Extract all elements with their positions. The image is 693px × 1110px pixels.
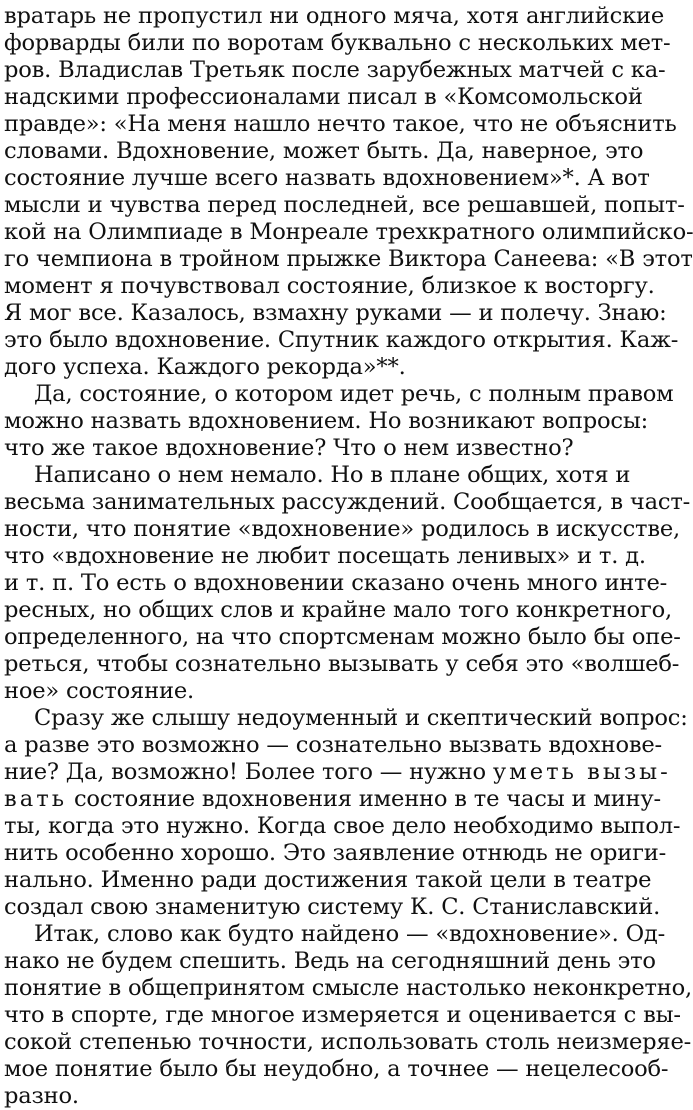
text-line: понятие в общепринятом смысле настолько неконкретно, xyxy=(4,975,693,1001)
text-line: Сразу же слышу недоуменный и скептический вопрос: xyxy=(34,705,688,731)
spaced-emphasis: вать xyxy=(4,786,67,812)
text-line: дого успеха. Каждого рекорда»**. xyxy=(4,354,406,380)
text-line: надскими профессионалами писал в «Комсомольской xyxy=(4,84,643,110)
text-line: словами. Вдохновение, может быть. Да, наверное, это xyxy=(4,138,644,164)
text-line: мое понятие было бы неудобно, а точнее — нецелесооб- xyxy=(4,1056,669,1082)
text-line: нить особенно хорошо. Это заявление отнюдь не ориги- xyxy=(4,840,667,866)
text-run: состояние вдохновения именно в те часы и мину- xyxy=(67,786,661,812)
text-line: Итак, слово как будто найдено — «вдохновение». Од- xyxy=(34,921,666,947)
text-line: ресных, но общих слов и крайне мало того конкретного, xyxy=(4,597,672,623)
text-line: Написано о нем немало. Но в плане общих, хотя и xyxy=(34,462,631,488)
text-line: ности, что понятие «вдохновение» родилось в искусстве, xyxy=(4,516,681,542)
text-line: создал свою знаменитую систему К. С. Станиславский. xyxy=(4,894,661,920)
text-line: это было вдохновение. Спутник каждого открытия. Каж- xyxy=(4,327,679,353)
text-line: реться, чтобы сознательно вызывать у себя это «волшеб- xyxy=(4,651,680,677)
text-line: что же такое вдохновение? Что о нем известно? xyxy=(4,435,574,461)
text-line: Я мог все. Казалось, взмахну руками — и полечу. Знаю: xyxy=(4,300,667,326)
text-line: а разве это возможно — сознательно вызвать вдохнове- xyxy=(4,732,662,758)
text-line: разно. xyxy=(4,1083,79,1109)
text-line: что «вдохновение не любит посещать ленивых» и т. д. xyxy=(4,543,646,569)
text-line: го чемпиона в тройном прыжке Виктора Санеева: «В этот xyxy=(4,246,693,272)
text-line: можно назвать вдохновением. Но возникают вопросы: xyxy=(4,408,649,434)
text-line: мысли и чувства перед последней, все решавшей, попыт- xyxy=(4,192,685,218)
text-line: что в спорте, где многое измеряется и оценивается с вы- xyxy=(4,1002,681,1028)
text-line: вратарь не пропустил ни одного мяча, хотя английские xyxy=(4,3,665,29)
text-line: состояние лучше всего назвать вдохновением»*. А вот xyxy=(4,165,650,191)
spaced-emphasis: уметь вызы- xyxy=(492,759,671,785)
text-run: ние? Да, возможно! Более того — нужно xyxy=(4,759,486,785)
text-line: нако не будем спешить. Ведь на сегодняшний день это xyxy=(4,948,656,974)
text-line: правде»: «На меня нашло нечто такое, что не объяснить xyxy=(4,111,677,137)
text-line: кой на Олимпиаде в Монреале трехкратного олимпийско- xyxy=(4,219,693,245)
text-line: форварды били по воротам буквально с нескольких мет- xyxy=(4,30,671,56)
text-line: ты, когда это нужно. Когда свое дело необходимо выпол- xyxy=(4,813,681,839)
text-line: определенного, на что спортсменам можно было бы опе- xyxy=(4,624,681,650)
text-line: и т. п. То есть о вдохновении сказано очень много инте- xyxy=(4,570,668,596)
text-line: Да, состояние, о котором идет речь, с полным правом xyxy=(34,381,674,407)
text-line xyxy=(4,758,671,786)
text-line xyxy=(4,785,661,813)
text-line: сокой степенью точности, использовать столь неизмеряе- xyxy=(4,1029,692,1055)
text-line: нально. Именно ради достижения такой цели в театре xyxy=(4,867,652,893)
text-line: весьма занимательных рассуждений. Сообщается, в част- xyxy=(4,489,691,515)
text-line: момент я почувствовал состояние, близкое к восторгу. xyxy=(4,273,655,299)
text-line: ное» состояние. xyxy=(4,678,194,704)
text-line: ров. Владислав Третьяк после зарубежных матчей с ка- xyxy=(4,57,666,83)
